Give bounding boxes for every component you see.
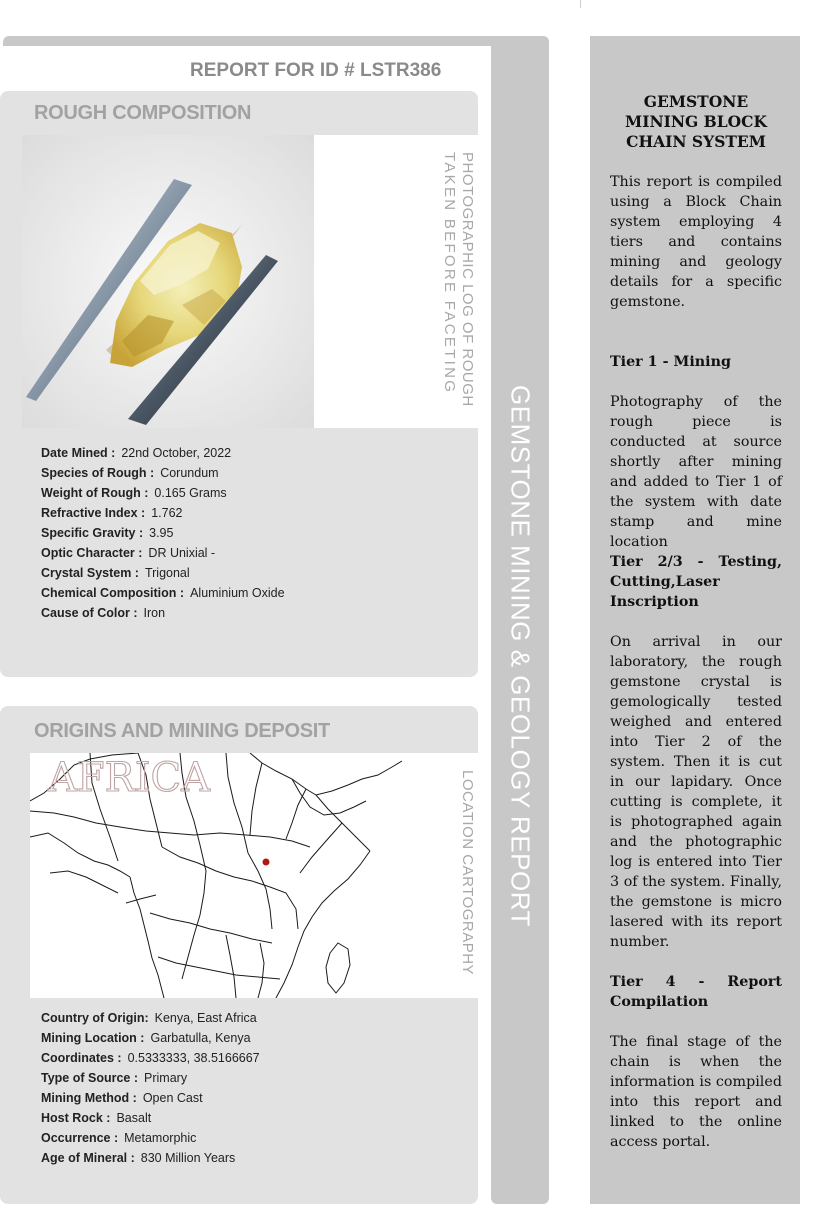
field-crystal-system: Crystal System : Trigonal bbox=[41, 566, 190, 580]
tier4-text: The final stage of the chain is when the information is compiled into this report and linked to the online access portal. bbox=[610, 1034, 782, 1150]
tier23-heading: Tier 2/3 - Testing, Cutting,Laser Inscription bbox=[610, 554, 782, 610]
field-occurrence: Occurrence : Metamorphic bbox=[41, 1131, 197, 1145]
top-frame-bar bbox=[3, 36, 549, 46]
sidebar-intro: This report is compiled using a Block Chain system employing 4 tiers and contains mining and geology details for a specific gemstone. bbox=[610, 174, 782, 310]
vertical-title bbox=[491, 36, 549, 1204]
tier1-text: Photography of the rough piece is conducted at source shortly after mining and added to Tier 1 of the system with date stamp and mine location bbox=[610, 394, 782, 550]
field-weight: Weight of Rough : 0.165 Grams bbox=[41, 486, 227, 500]
field-cause-of-color: Cause of Color : Iron bbox=[41, 606, 166, 620]
vertical-title-text: GEMSTONE MINING & GEOLOGY REPORT bbox=[505, 385, 536, 927]
field-mining-location: Mining Location : Garbatulla, Kenya bbox=[41, 1031, 251, 1045]
report-id: REPORT FOR ID # LSTR386 bbox=[190, 60, 442, 81]
africa-map bbox=[30, 753, 430, 998]
rough-gemstone-photo bbox=[22, 135, 314, 428]
rough-fields bbox=[41, 446, 285, 626]
rough-photo-label-1: PHOTOGRAPHIC LOG OF ROUGH bbox=[459, 152, 476, 407]
tier23-text: On arrival in our laboratory, the rough gemstone crystal is gemologically tested weighed and entered into Tier 2 of the system. Then it is cut in our lapidary. Once cutting is complete, it is photographed again and the photographic log is entered into Tier 3 of the system. Finally, the gemstone is micro lasered with its report number. bbox=[610, 634, 782, 950]
location-marker bbox=[263, 859, 270, 866]
map-label: LOCATION CARTOGRAPHY bbox=[459, 770, 476, 976]
field-country-of-origin: Country of Origin: Kenya, East Africa bbox=[41, 1011, 257, 1025]
field-type-of-source: Type of Source : Primary bbox=[41, 1071, 188, 1085]
field-mining-method: Mining Method : Open Cast bbox=[41, 1091, 203, 1105]
africa-map-text: AFRICA bbox=[48, 755, 211, 801]
rough-composition-title: ROUGH COMPOSITION bbox=[34, 102, 252, 124]
origins-title: ORIGINS AND MINING DEPOSIT bbox=[34, 720, 330, 742]
origins-fields bbox=[41, 1011, 260, 1171]
rough-photo-label-2: TAKEN BEFORE FACETING bbox=[441, 152, 458, 395]
field-chemical-composition: Chemical Composition : Aluminium Oxide bbox=[41, 586, 285, 600]
field-age-of-mineral: Age of Mineral : 830 Million Years bbox=[41, 1151, 236, 1165]
field-optic-character: Optic Character : DR Unixial - bbox=[41, 546, 216, 560]
field-date-mined: Date Mined : 22nd October, 2022 bbox=[41, 446, 232, 460]
tier1-heading: Tier 1 - Mining bbox=[610, 354, 731, 370]
field-coordinates: Coordinates : 0.5333333, 38.5166667 bbox=[41, 1051, 260, 1065]
sidebar-title: GEMSTONE MINING BLOCK CHAIN SYSTEM bbox=[625, 92, 767, 151]
field-specific-gravity: Specific Gravity : 3.95 bbox=[41, 526, 174, 540]
tier4-heading: Tier 4 - Report Compilation bbox=[610, 974, 782, 1010]
field-refractive-index: Refractive Index : 1.762 bbox=[41, 506, 183, 520]
field-host-rock: Host Rock : Basalt bbox=[41, 1111, 152, 1125]
top-margin-mark bbox=[580, 0, 581, 8]
field-species: Species of Rough : Corundum bbox=[41, 466, 219, 480]
